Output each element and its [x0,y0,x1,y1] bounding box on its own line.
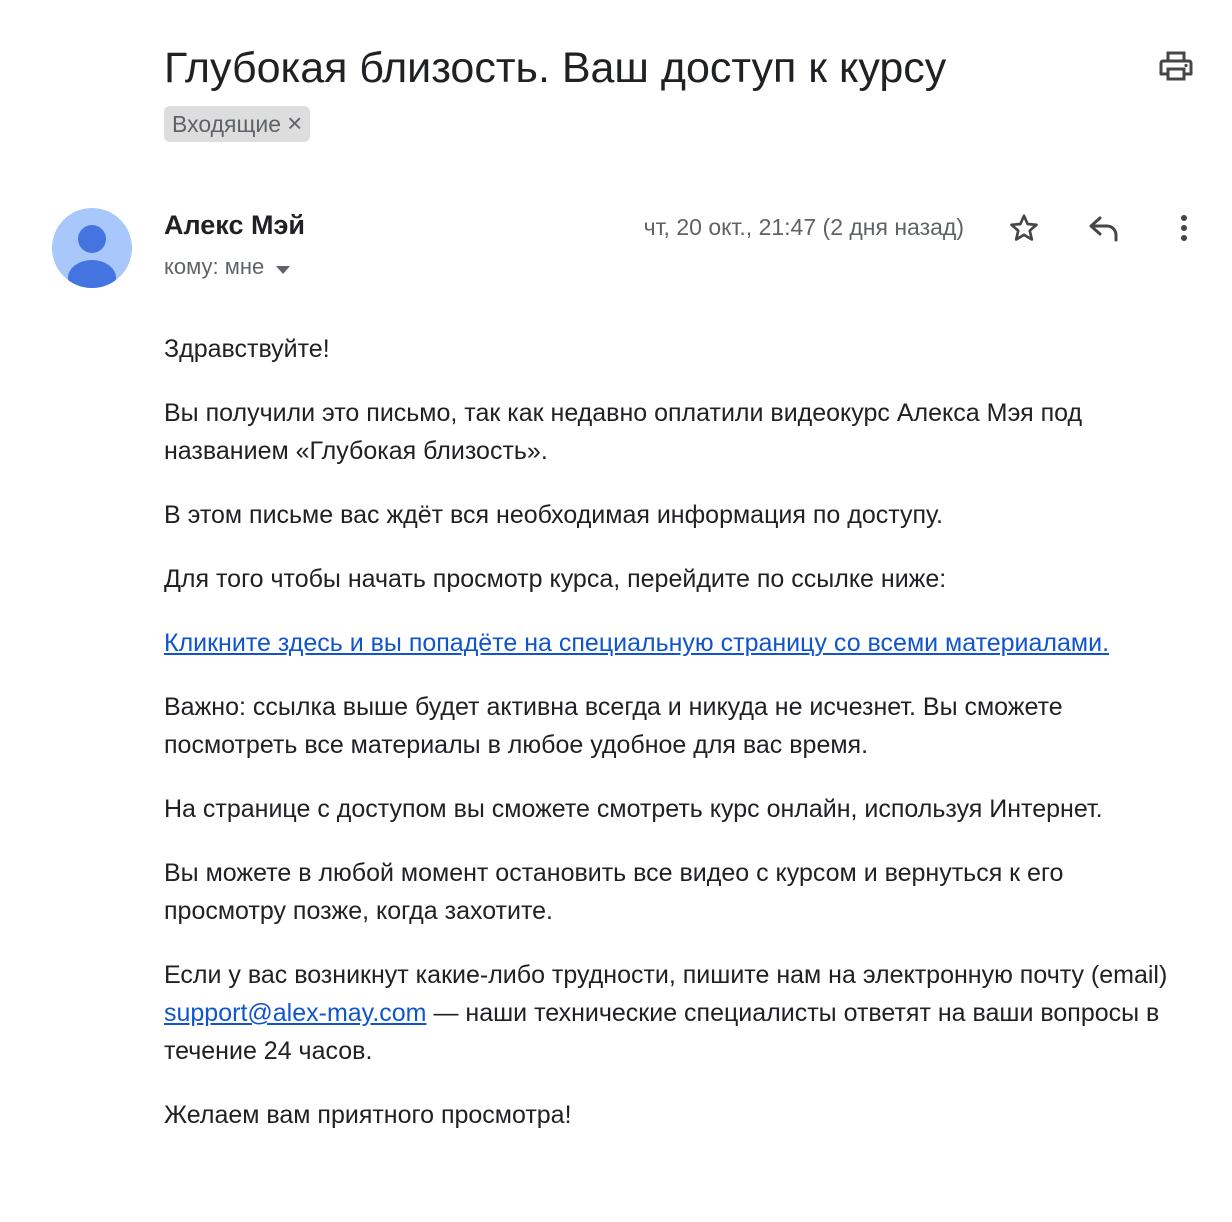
email-subject: Глубокая близость. Ваш доступ к курсу [164,44,947,92]
caret-down-icon [276,254,290,280]
more-vert-icon [1180,214,1188,247]
paragraph-support [164,956,1174,1070]
email-body [164,330,1174,1160]
person-icon [52,208,132,288]
support-text-after: — наши технические специалисты ответят на ваши вопросы в течение 24 часов. [164,999,1160,1065]
paragraph-intro: Вы получили это письмо, так как недавно оплатили видеокурс Алекса Мэя под названием «Глубокая близость». [164,399,1083,465]
support-email-link[interactable]: support@alex-may.com [164,999,427,1027]
reply-icon [1088,214,1120,247]
paragraph-online: На странице с доступом вы сможете смотреть курс онлайн, используя Интернет. [164,795,1103,823]
recipient-details-toggle[interactable] [164,254,290,280]
support-text-before: Если у вас возникнут какие-либо трудности, пишите нам на электронную почту (email) [164,961,1168,989]
label-text: Входящие [172,110,282,137]
more-options-button[interactable] [1162,208,1206,252]
email-date: чт, 20 окт., 21:47 (2 дня назад) [643,214,964,240]
course-access-link[interactable]: Кликните здесь и вы попадёте на специальную страницу со всеми материалами. [164,629,1110,657]
paragraph-instruction: Для того чтобы начать просмотр курса, перейдите по ссылке ниже: [164,565,947,593]
star-button[interactable] [1002,208,1046,252]
print-icon [1159,51,1193,86]
closing: Желаем вам приятного просмотра! [164,1101,572,1129]
remove-label-button[interactable]: × [287,108,303,138]
sender-avatar[interactable] [52,208,132,288]
reply-button[interactable] [1082,208,1126,252]
sender-name[interactable]: Алекс Мэй [164,210,305,240]
inbox-label-chip [164,106,310,142]
greeting: Здравствуйте! [164,335,330,363]
paragraph-important: Важно: ссылка выше будет активна всегда и никуда не исчезнет. Вы сможете посмотреть все материалы в любое удобное для вас время. [164,693,1063,759]
recipient-text: кому: мне [164,254,265,279]
paragraph-link [164,624,1174,662]
star-icon [1008,212,1040,249]
print-button[interactable] [1156,50,1196,86]
paragraph-info: В этом письме вас ждёт вся необходимая информация по доступу. [164,501,943,529]
paragraph-pause: Вы можете в любой момент остановить все видео с курсом и вернуться к его просмотру позже, когда захотите. [164,859,1064,925]
